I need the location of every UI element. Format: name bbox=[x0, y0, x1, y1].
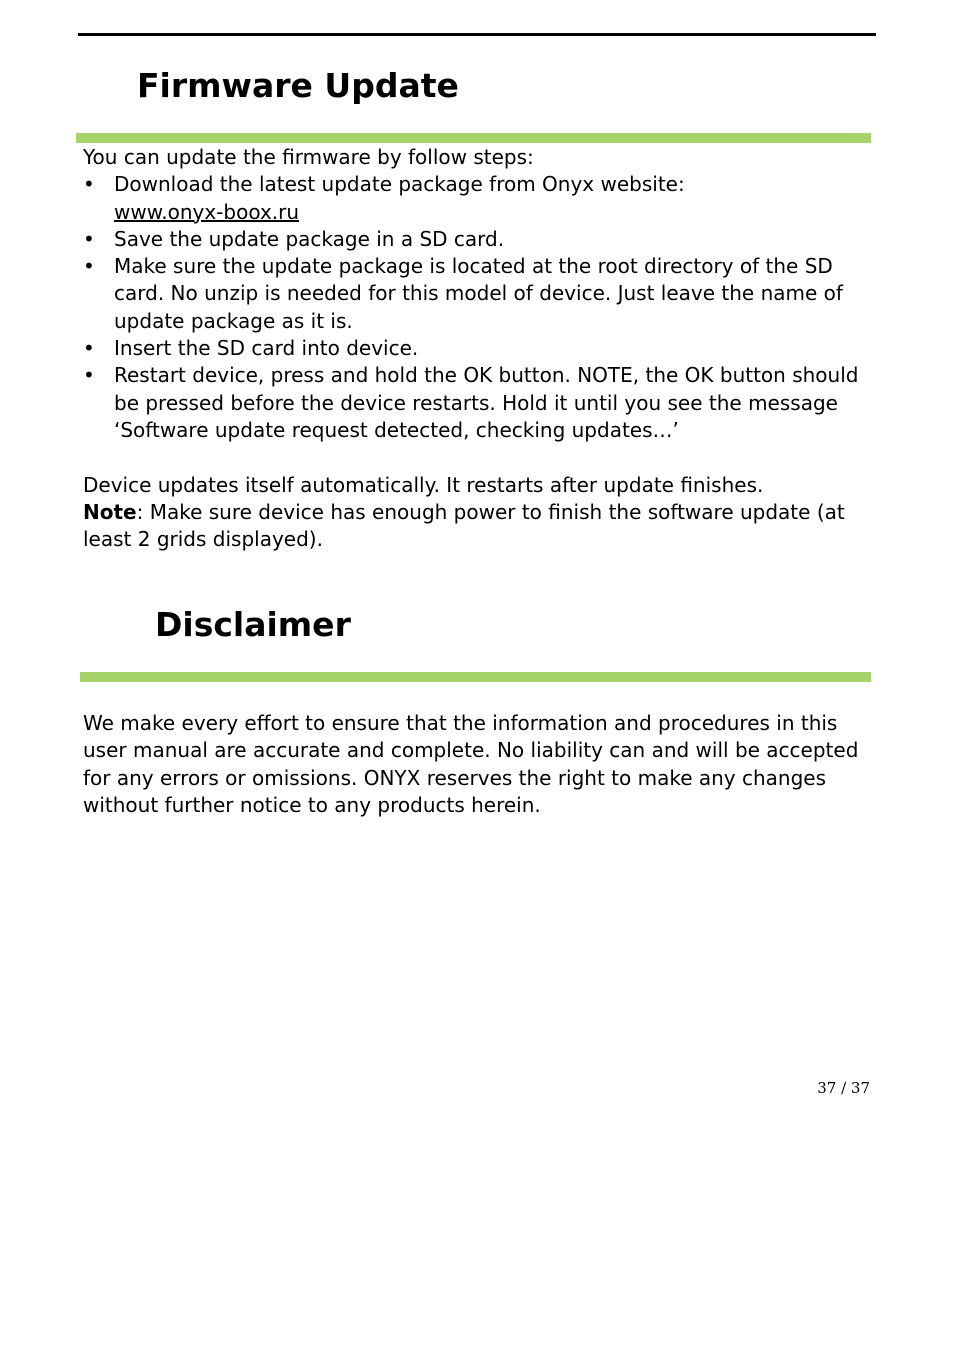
onyx-website-link[interactable]: www.onyx-boox.ru bbox=[114, 199, 300, 224]
disclaimer-heading: Disclaimer bbox=[155, 605, 351, 644]
step-text: Insert the SD card into device. bbox=[114, 336, 419, 361]
step-item bbox=[83, 362, 883, 444]
step-item bbox=[83, 335, 883, 362]
step-item bbox=[83, 226, 883, 253]
note-paragraph bbox=[83, 499, 883, 554]
step-item bbox=[83, 171, 883, 226]
top-rule bbox=[78, 33, 876, 36]
spacer bbox=[83, 444, 883, 471]
step-item bbox=[83, 253, 883, 335]
firmware-section-bar bbox=[76, 133, 871, 143]
note-text: : Make sure device has enough power to finish the software update (at least 2 grids displayed). bbox=[83, 499, 845, 552]
firmware-update-heading: Firmware Update bbox=[137, 66, 459, 105]
step-text: Make sure the update package is located at the root directory of the SD card. No unzip is needed for this model of device. Just leave the name of update package as it is. bbox=[114, 254, 843, 333]
firmware-section bbox=[83, 144, 883, 553]
firmware-steps-list bbox=[83, 171, 883, 444]
step-text: Restart device, press and hold the OK button. NOTE, the OK button should be pressed before the device restarts. Hold it until you see the message ‘Software update request detected, checking updates…’ bbox=[114, 363, 859, 442]
firmware-intro: You can update the firmware by follow steps: bbox=[83, 145, 534, 169]
page-number: 37 / 37 bbox=[817, 1079, 870, 1097]
disclaimer-paragraph: We make every effort to ensure that the information and procedures in this user manual are accurate and complete. No liability can and will be accepted for any errors or omissions. ONYX reserves the right to make any changes without further notice to any products herein. bbox=[83, 711, 859, 817]
note-label: Note bbox=[83, 499, 137, 524]
disclaimer-section-bar bbox=[80, 672, 871, 682]
auto-update-paragraph: Device updates itself automatically. It restarts after update finishes. bbox=[83, 472, 764, 497]
step-text: Save the update package in a SD card. bbox=[114, 226, 505, 251]
step-text: Download the latest update package from Onyx website: bbox=[114, 172, 685, 197]
